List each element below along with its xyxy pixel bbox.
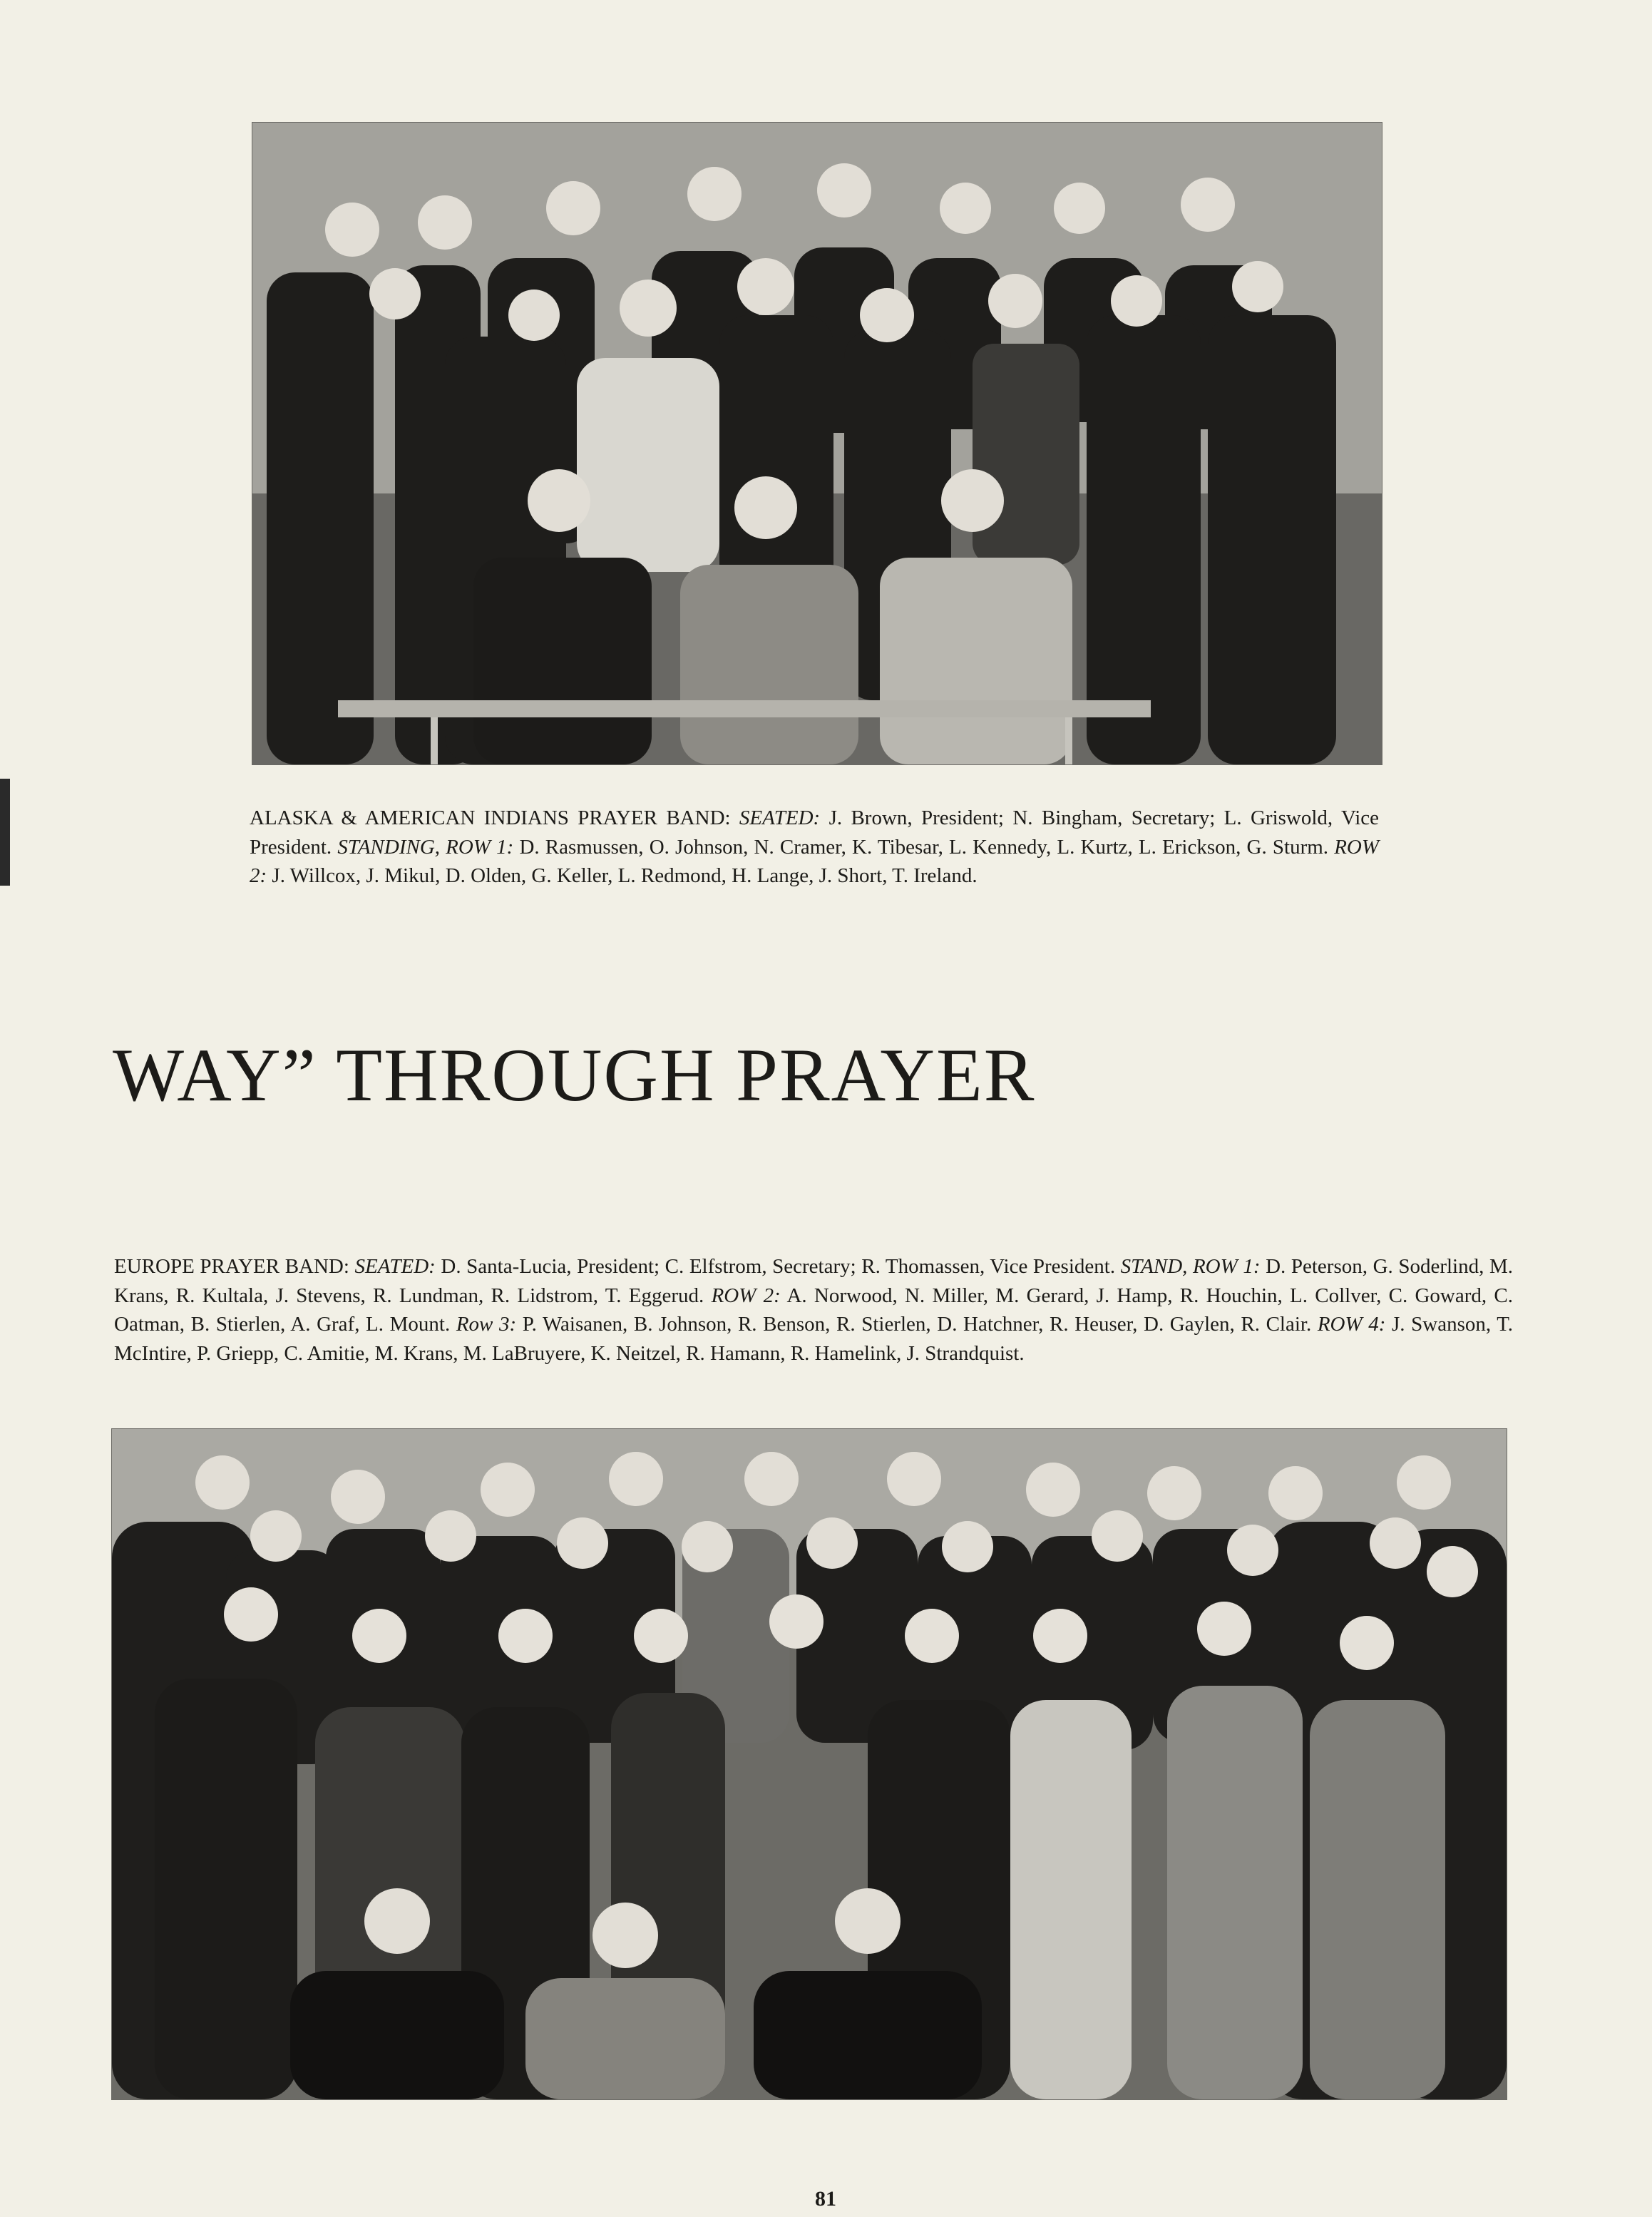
- page-headline: WAY” THROUGH PRAYER: [113, 1033, 1036, 1117]
- caption-group-name: ALASKA & AMERICAN INDIANS PRAYER BAND:: [250, 807, 739, 829]
- caption-row3-names: P. Waisanen, B. Johnson, R. Benson, R. Stierlen, D. Hatchner, R. Heuser, D. Gaylen, R. Clair.: [516, 1313, 1318, 1336]
- caption-row2-label: ROW 2:: [250, 835, 1380, 887]
- page-number: 81: [815, 2187, 836, 2211]
- alaska-prayer-band-caption: [250, 804, 1379, 891]
- europe-photo-illustration: [112, 1429, 1507, 2099]
- europe-prayer-band-caption: [114, 1252, 1513, 1368]
- page-edge-tab: [0, 779, 10, 886]
- alaska-prayer-band-photo: [252, 122, 1382, 765]
- caption-seated-names: J. Brown, President; N. Bingham, Secretary; L. Griswold, Vice President.: [250, 807, 1379, 859]
- caption-row1-names: D. Rasmussen, O. Johnson, N. Cramer, K. Tibesar, L. Kennedy, L. Kurtz, L. Erickson, G. Sturm.: [513, 835, 1335, 859]
- caption-row3-label: Row 3:: [456, 1313, 517, 1336]
- caption-row4-names: J. Swanson, T. McIntire, P. Griepp, C. Amitie, M. Krans, M. LaBruyere, K. Neitzel, R. Hamann, R. Hamelink, J. Strandquist.: [114, 1313, 1514, 1365]
- caption-row2-names: J. Willcox, J. Mikul, D. Olden, G. Keller, L. Redmond, H. Lange, J. Short, T. Ireland.: [267, 864, 978, 887]
- europe-prayer-band-photo: [111, 1428, 1507, 2100]
- caption-row1-label: STANDING, ROW 1:: [337, 835, 514, 859]
- caption-row1-names: D. Peterson, G. Soderlind, M. Krans, R. Kultala, J. Stevens, R. Lundman, R. Lidstrom, T. Eggerud.: [114, 1255, 1513, 1307]
- caption-seated-label: SEATED:: [354, 1255, 436, 1278]
- caption-seated-names: D. Santa-Lucia, President; C. Elfstrom, Secretary; R. Thomassen, Vice President.: [435, 1255, 1121, 1278]
- caption-seated-label: SEATED:: [739, 807, 821, 829]
- caption-row4-label: ROW 4:: [1317, 1313, 1386, 1336]
- caption-row2-names: A. Norwood, N. Miller, M. Gerard, J. Hamp, R. Houchin, L. Collver, C. Goward, C. Oatman, B. Stierlen, A. Graf, L. Mount.: [114, 1284, 1513, 1336]
- caption-group-name: EUROPE PRAYER BAND:: [114, 1255, 355, 1278]
- caption-row1-label: STAND, ROW 1:: [1120, 1255, 1261, 1278]
- alaska-photo-illustration: [252, 123, 1382, 764]
- caption-row2-label: ROW 2:: [711, 1284, 781, 1307]
